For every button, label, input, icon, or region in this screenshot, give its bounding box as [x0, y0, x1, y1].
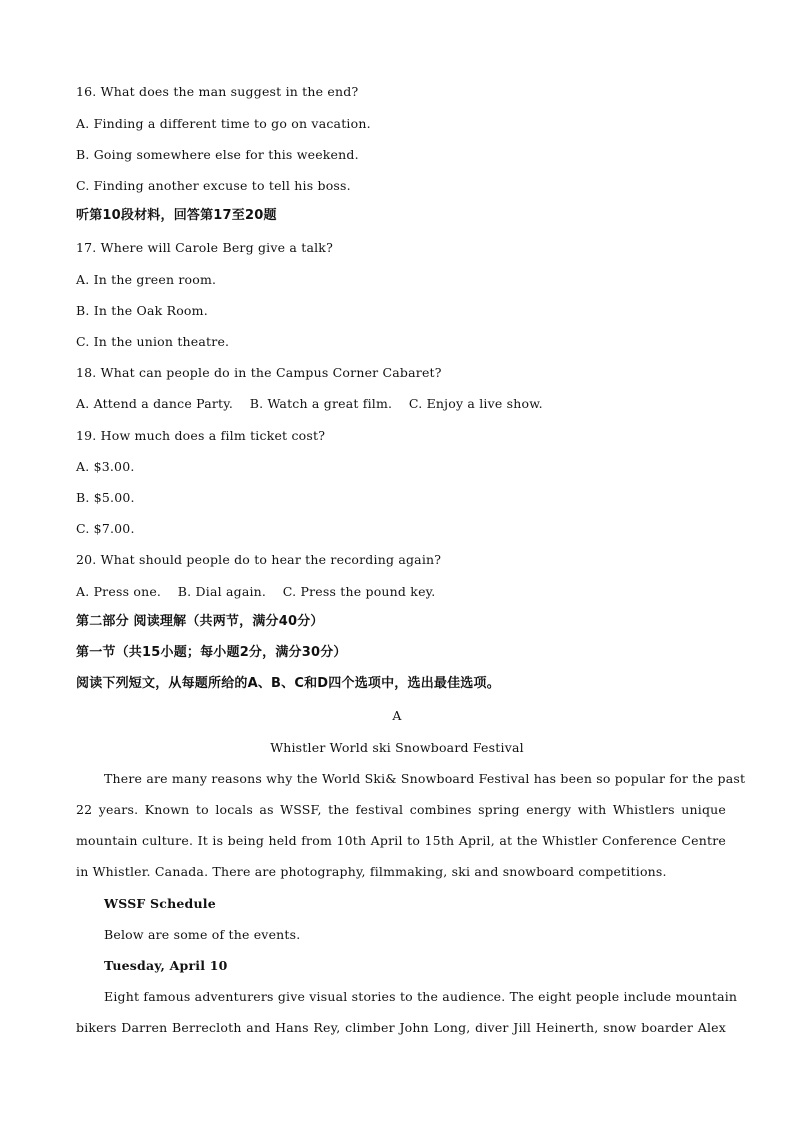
q17-option-a: A. In the green room.: [76, 272, 217, 287]
paragraph-line: in Whistler. Canada. There are photography, filmmaking, ski and snowboard competitions.: [76, 864, 667, 879]
part2-heading: 第二部分 阅读理解（共两节，满分40分）: [76, 614, 324, 629]
section1-heading: 第一节（共15小题；每小题2分，满分30分）: [76, 645, 347, 660]
passage-title: Whistler World ski Snowboard Festival: [270, 740, 524, 755]
paragraph-line: bikers Darren Berrecloth and Hans Rey, climber John Long, diver Jill Heinerth, snow boarder Alex: [76, 1020, 726, 1035]
question-16: 16. What does the man suggest in the end?: [76, 84, 359, 99]
schedule-heading: WSSF Schedule: [104, 896, 216, 911]
schedule-intro: Below are some of the events.: [104, 927, 301, 942]
question-18: 18. What can people do in the Campus Corner Cabaret?: [76, 365, 442, 380]
question-19: 19. How much does a film ticket cost?: [76, 428, 326, 443]
q20-options: A. Press one. B. Dial again. C. Press the pound key.: [76, 584, 436, 599]
question-17: 17. Where will Carole Berg give a talk?: [76, 240, 333, 255]
paragraph-line: There are many reasons why the World Ski& Snowboard Festival has been so popular for the past: [104, 771, 746, 786]
q17-option-b: B. In the Oak Room.: [76, 303, 208, 318]
q19-option-c: C. $7.00.: [76, 521, 135, 536]
passage-letter: A: [392, 708, 402, 723]
q16-option-c: C. Finding another excuse to tell his boss.: [76, 178, 351, 193]
reading-instruction: 阅读下列短文，从每题所给的A、B、C和D四个选项中，选出最佳选项。: [76, 676, 500, 691]
paragraph-line: Eight famous adventurers give visual stories to the audience. The eight people include mountain: [104, 989, 738, 1004]
day-heading: Tuesday, April 10: [104, 958, 228, 973]
q19-option-b: B. $5.00.: [76, 490, 135, 505]
q16-option-b: B. Going somewhere else for this weekend.: [76, 147, 359, 162]
q16-option-a: A. Finding a different time to go on vacation.: [76, 116, 371, 131]
paragraph-line: 22 years. Known to locals as WSSF, the festival combines spring energy with Whistlers unique: [76, 802, 726, 817]
q19-option-a: A. $3.00.: [76, 459, 135, 474]
question-20: 20. What should people do to hear the recording again?: [76, 552, 442, 567]
paragraph-line: mountain culture. It is being held from 10th April to 15th April, at the Whistler Conference Centre: [76, 833, 726, 848]
q18-options: A. Attend a dance Party. B. Watch a great film. C. Enjoy a live show.: [76, 396, 543, 411]
section-10-heading: 听第10段材料，回答第17至20题: [76, 208, 277, 223]
q17-option-c: C. In the union theatre.: [76, 334, 230, 349]
